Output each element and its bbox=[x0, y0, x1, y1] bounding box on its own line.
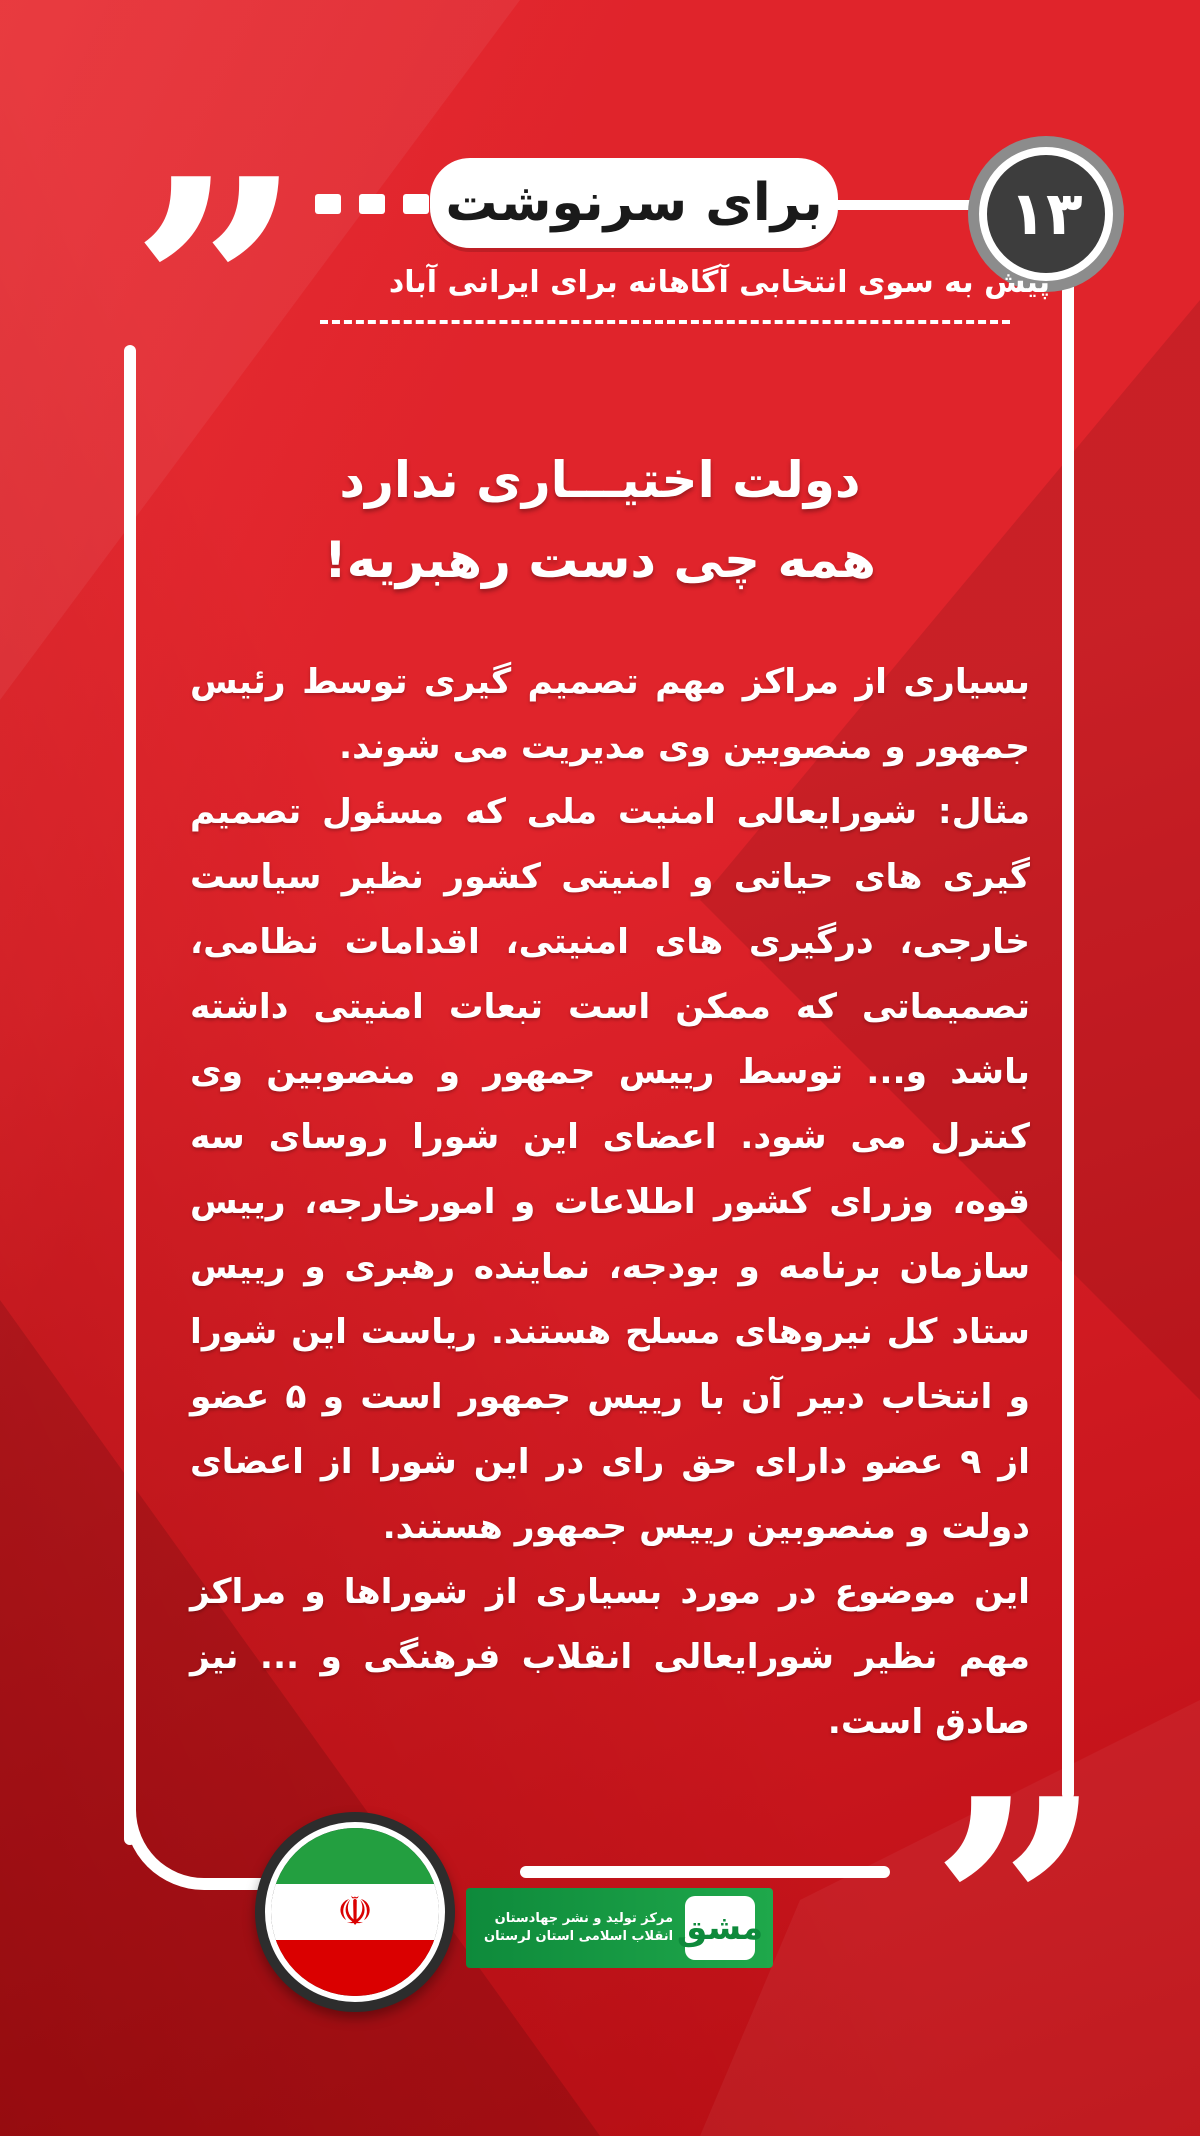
episode-number: ۱۳ bbox=[979, 147, 1113, 281]
series-subtitle: پیش به سوی انتخابی آگاهانه برای ایرانی آباد bbox=[388, 265, 1050, 300]
flag-emblem: ☫ bbox=[271, 1884, 439, 1940]
iran-flag-icon bbox=[265, 1822, 445, 2002]
headline-line-1: دولت اختیـــاری ندارد bbox=[339, 451, 861, 509]
body-text: بسیاری از مراکز مهم تصمیم گیری توسط رئیس جمهور و منصوبین وی مدیریت می شوند. مثال: شورایعالی امنیت ملی که مسئول تصمیم گیری های حیاتی و امنیتی کشور نظیر سیاست خارجی، درگیری های امنیتی، اقدامات نظامی، تصمیماتی که ممکن است تبعات امنیتی داشته باشد و... توسط رییس جمهور و منصوبین وی کنترل می شود. اعضای این شورا روسای سه قوه، وزرای کشور اطلاعات و امورخارجه، رییس سازمان برنامه و بودجه، نماینده رهبری و رییس ستاد کل نیروهای مسلح هستند. ریاست این شورا و انتخاب دبیر آن با رییس جمهور است و ۵ عضو از ۹ عضو دارای حق رای در این شورا از اعضای دولت و منصوبین رییس جمهور هستند. این موضوع در مورد بسیاری از شوراها و مراکز مهم نظیر شورایعالی انقلاب فرهنگی و ... نیز صادق است. bbox=[190, 662, 1030, 1742]
headline bbox=[200, 440, 1000, 600]
frame-top bbox=[830, 200, 990, 210]
series-title: برای سرنوشت bbox=[430, 158, 838, 248]
decorative-dots bbox=[315, 194, 429, 214]
quote-mark-close: ” bbox=[930, 1733, 1103, 2086]
org-name: مرکز تولید و نشر جهادستان انقلاب اسلامی استان لرستان bbox=[484, 1911, 674, 1944]
organization-logo bbox=[466, 1888, 773, 1968]
subtitle-underline bbox=[320, 320, 1010, 324]
iran-flag-badge bbox=[255, 1812, 455, 2012]
frame-left bbox=[124, 345, 136, 1845]
frame-bottom bbox=[520, 1866, 890, 1878]
headline-line-2: همه چی دست رهبریه! bbox=[324, 531, 876, 589]
quote-mark-open: ” bbox=[130, 113, 303, 466]
org-logo-icon: مشق bbox=[685, 1896, 755, 1960]
frame-right bbox=[1062, 270, 1074, 1800]
